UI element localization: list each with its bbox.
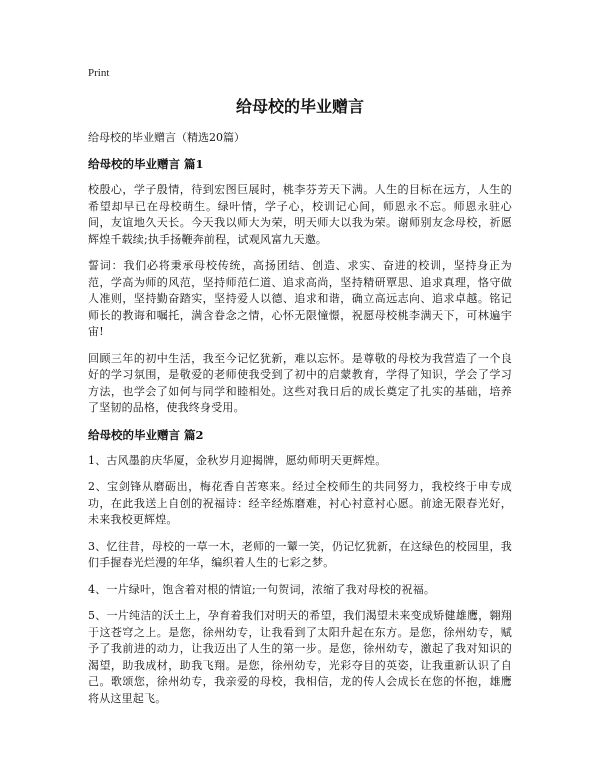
section-1 — [88, 156, 512, 417]
page-title: 给母校的毕业赠言 — [235, 97, 364, 116]
section-2 — [88, 427, 512, 708]
list-item: 4、一片绿叶，饱含着对根的情谊;一句贺词，浓缩了我对母校的祝福。 — [88, 582, 436, 596]
list-item: 1、古风墨韵庆华厦，金秋岁月迎揭牌，愿幼师明天更辉煌。 — [88, 453, 387, 467]
section-heading: 给母校的毕业赠言 篇1 — [88, 157, 204, 171]
paragraph: 回顾三年的初中生活，我至今记忆犹新，难以忘怀。是尊敬的母校为我营造了一个良好的学习氛围，是敬爱的老师使我受到了初中的启蒙教育，学得了知识，学会了学习方法，也学会了如何与同学和睦相处。这些对我日后的成长奠定了扎实的基础，培养了坚韧的品格，使我终身受用。 — [88, 351, 512, 414]
print-link[interactable]: Print — [88, 67, 110, 79]
list-item: 2、宝剑锋从磨砺出，梅花香自苦寒来。经过全校师生的共同努力，我校终于申专成功，在此我送上自创的祝福诗：经辛经炼磨难，衬心衬意衬心愿。前途无限春光好，未来我校更辉煌。 — [88, 480, 512, 526]
paragraph: 校殷心，学子殷情，待到宏图巨展时，桃李芬芳天下满。人生的目标在远方，人生的希望却早已在母校萌生。绿叶情，学子心，校训记心间，师恩永不忘。师恩永驻心间，友谊地久天长。今天我以师大为荣，明天师大以我为荣。谢师别友念母校，祈愿辉煌千载续;执手扬鞭奔前程，试观风富九天邀。 — [88, 183, 512, 246]
document-subtitle: 给母校的毕业赠言（精选20篇） — [88, 131, 245, 144]
section-heading: 给母校的毕业赠言 篇2 — [88, 427, 204, 442]
list-item: 5、一片纯洁的沃土上，孕育着我们对明天的希望，我们渴望未来变成矫健雄鹰，翱翔于这苍穹之上。是您，徐州幼专，让我看到了太阳升起在东方。是您，徐州幼专，赋予了我前进的动力，让我迈出了人生的第一步。是您，徐州幼专，激起了我对知识的渴望，助我成材，助我飞翔。是您，徐州幼专，光彩夺目的英姿，让我重新认识了自己。歌颂您，徐州幼专，我亲爱的母校，我相信，龙的传人会成长在您的怀抱，雄鹰将从这里起飞。 — [88, 609, 512, 705]
list-item: 3、忆往昔，母校的一草一木，老师的一颦一笑，仍记忆犹新，在这绿色的校园里，我们手握春光烂漫的年华，编织着人生的七彩之梦。 — [88, 539, 512, 569]
paragraph: 誓词：我们必将秉承母校传统，高扬团结、创造、求实、奋进的校训，坚持身正为范，学高为师的风范，坚持师范仁道、追求高尚，坚持精研覃思、追求真理，恪守做人准则，坚持勤奋踏实，坚持爱人以德、追求和谐，确立高远志向、追求卓越。铭记师长的教诲和嘱托，满含眷念之情，心怀无限憧憬，祝愿母校桃李满天下，可林遍宇宙! — [88, 259, 512, 338]
